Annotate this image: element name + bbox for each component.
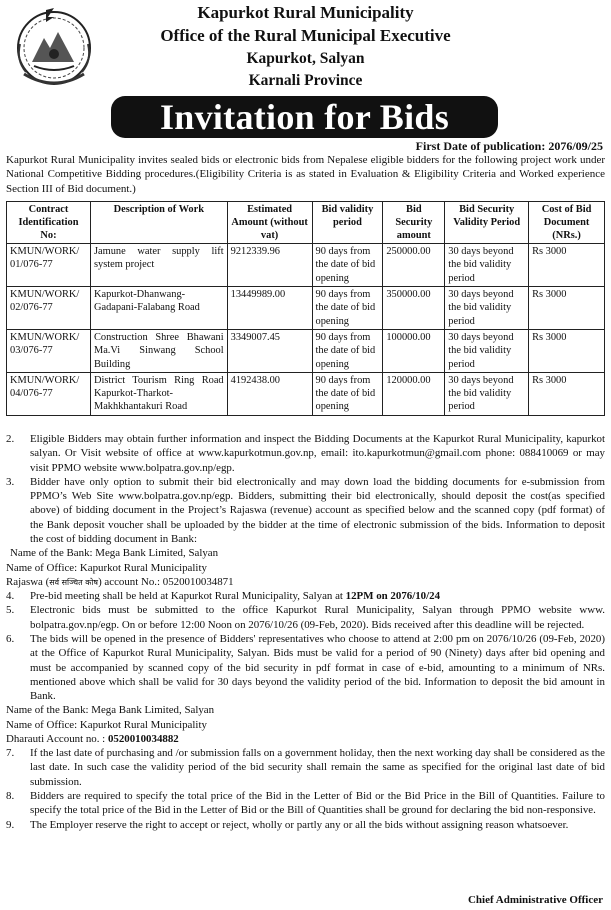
notice-title-banner: Invitation for Bids	[111, 96, 498, 138]
table-cell: 30 days beyond the bid validity period	[445, 286, 529, 329]
table-cell: 90 days from the date of bid opening	[312, 286, 383, 329]
table-cell: 30 days beyond the bid validity period	[445, 244, 529, 287]
table-cell: Rs 3000	[529, 286, 605, 329]
prebid-time: 12PM on 2076/10/24	[345, 590, 441, 603]
clause-number: 6.	[6, 632, 15, 645]
clause-9	[6, 818, 605, 832]
municipality-name: Kapurkot Rural Municipality	[197, 3, 414, 22]
bids-table	[6, 201, 605, 416]
clause-8	[6, 789, 605, 818]
table-row	[7, 286, 605, 329]
clause-number: 7.	[6, 747, 15, 760]
intro-paragraph: Kapurkot Rural Municipality invites sealed bids or electronic bids from Nepalese eligible bidders for the following project work under National Competitive Bidding procedures.(Eligibility Criteria is as stated in Evaluation & Eligibility Criteria and Worked experience Section III of Bid document.)	[6, 154, 605, 195]
clause-2	[6, 432, 605, 475]
office-location: Kapurkot, Salyan	[246, 50, 365, 67]
letterhead	[6, 0, 605, 100]
table-cell: 30 days beyond the bid validity period	[445, 372, 529, 415]
office-name: Office of the Rural Municipal Executive	[160, 26, 451, 45]
clause-text: If the last date of purchasing and /or submission falls on a government holiday, then the next working day shall be considered as the last date. In such case the validity period of the bid security shall remain the same as specified for the original last date of bid submission.	[30, 747, 605, 788]
table-cell: 100000.00	[383, 329, 445, 372]
table-cell: KMUN/WORK/ 03/076-77	[7, 329, 91, 372]
clause-6	[6, 632, 605, 703]
column-header: Cost of Bid Document (NRs.)	[529, 202, 605, 244]
table-cell: Jamune water supply lift system project	[90, 244, 227, 287]
table-cell: 13449989.00	[227, 286, 312, 329]
table-cell: KMUN/WORK/ 02/076-77	[7, 286, 91, 329]
table-cell: 30 days beyond the bid validity period	[445, 329, 529, 372]
table-cell: 3349007.45	[227, 329, 312, 372]
account-line-2	[6, 732, 605, 746]
notice-body	[6, 432, 605, 832]
clause-number: 8.	[6, 790, 15, 803]
office-name-2: Name of Office: Kapurkot Rural Municipality	[6, 718, 207, 731]
table-cell: 120000.00	[383, 372, 445, 415]
column-header: Bid validity period	[312, 202, 383, 244]
bank-name-2: Name of the Bank: Mega Bank Limited, Salyan	[6, 704, 215, 717]
account-prefix: Dharauti Account no. :	[6, 732, 108, 745]
clause-number: 3.	[6, 475, 15, 488]
clause-number: 5.	[6, 604, 15, 617]
prebid-text: Pre-bid meeting shall be held at Kapurkot Rural Municipality, Salyan at	[30, 590, 346, 603]
clause-text: Bidders are required to specify the total price of the Bid in the Letter of Bid or the Bid Price in the Bill of Quantities. Failure to specify the total price of the Bid in the Letter of Bid or the Bill of Quantities shall be ground for declaring the bid non-responsive.	[30, 790, 605, 817]
table-row	[7, 329, 605, 372]
clause-5	[6, 603, 605, 632]
publication-date: First Date of publication: 2076/09/25	[415, 139, 603, 153]
account-suffix: ) account No.: 0520010034871	[98, 575, 234, 588]
table-cell: KMUN/WORK/ 01/076-77	[7, 244, 91, 287]
table-cell: KMUN/WORK/ 04/076-77	[7, 372, 91, 415]
table-cell: 250000.00	[383, 244, 445, 287]
clause-text: Bidder have only option to submit their bid electronically and may down load the bidding documents for e-submission from PPMO’s Web Site www.bolpatra.gov.np/egp. Bidders, submitting their bid electronically, should deposit the cost(as specified above) of bidding document in the Project’s Rajaswa (revenue) account as specified below and the scanned copy (pdf format) of the Bank deposit voucher shall be uploaded by the bidder at the time of electronic submission of the bids. Information to deposit the cost of bidding document in Bank:	[30, 475, 605, 545]
clause-text: Eligible Bidders may obtain further information and inspect the Bidding Documents at the Kapurkot Rural Municipality, kapurkot salyan. Or Visit website of office at www.kapurkotmun.gov.np, email: ito.kapurkotmun@gmail.com phone: 088410069 or may visit PPMO website www.bolpatra.gov.np/egp.	[30, 433, 605, 474]
account-nepali-label: सर्व सञ्चित कोष	[49, 577, 99, 587]
signatory-title: Chief Administrative Officer	[467, 894, 603, 906]
table-cell: 90 days from the date of bid opening	[312, 329, 383, 372]
table-cell: 90 days from the date of bid opening	[312, 372, 383, 415]
table-row	[7, 372, 605, 415]
clause-3	[6, 475, 605, 546]
table-cell: Construction Shree Bhawani Ma.Vi Sinwang School Building	[90, 329, 227, 372]
bank-name-1: Name of the Bank: Mega Bank Limited, Salyan	[10, 547, 219, 560]
table-cell: Rs 3000	[529, 244, 605, 287]
table-cell: 350000.00	[383, 286, 445, 329]
clause-4	[6, 589, 605, 603]
table-cell: 90 days from the date of bid opening	[312, 244, 383, 287]
clause-number: 4.	[6, 590, 15, 603]
table-cell: District Tourism Ring Road Kapurkot-Tharkot- Makhkhantakuri Road	[90, 372, 227, 415]
account-line-1	[6, 575, 605, 589]
clause-7	[6, 746, 605, 789]
table-cell: Rs 3000	[529, 329, 605, 372]
deposit-account-number: 0520010034882	[107, 732, 179, 745]
office-name-1: Name of Office: Kapurkot Rural Municipality	[6, 561, 207, 574]
clause-text: The bids will be opened in the presence of Bidders' representatives who choose to attend at 2:00 pm on 2076/10/26 (09-Feb, 2020) at the Office of Kapurkot Rural Municipality, Salyan. Bids must be valid for a period of 90 (Ninety) days after bid opening and must be accompanied by scanned copy of the bid security in pdf format in case of e-bid, amounting to a minimum of NRs. mentioned above which shall be valid for 30 days beyond the validity period of the bid. Information to deposit the bid amount in Bank.	[30, 632, 605, 703]
account-prefix: Rajaswa (	[6, 575, 50, 588]
table-cell: 4192438.00	[227, 372, 312, 415]
clause-text	[30, 589, 605, 603]
province-name: Karnali Province	[248, 72, 363, 89]
column-header: Description of Work	[90, 202, 227, 244]
clause-number: 9.	[6, 818, 15, 831]
clause-text: The Employer reserve the right to accept or reject, wholly or partly any or all the bids without assigning reason whatsoever.	[30, 818, 569, 831]
table-cell: Rs 3000	[529, 372, 605, 415]
clause-text: Electronic bids must be submitted to the office Kapurkot Rural Municipality, Salyan through PPMO website www. bolpatra.gov.np/egp. On or before 12:00 Noon on 2076/10/26 (09-Feb, 2020). Bids received after this deadline will be rejected.	[30, 604, 605, 631]
column-header: Contract Identification No:	[7, 202, 91, 244]
table-cell: Kapurkot-Dhanwang- Gadapani-Falabang Road	[90, 286, 227, 329]
column-header: Estimated Amount (without vat)	[227, 202, 312, 244]
table-cell: 9212339.96	[227, 244, 312, 287]
table-header-row	[7, 202, 605, 244]
column-header: Bid Security Validity Period	[445, 202, 529, 244]
clause-number: 2.	[6, 433, 15, 445]
column-header: Bid Security amount	[383, 202, 445, 244]
table-row	[7, 244, 605, 287]
